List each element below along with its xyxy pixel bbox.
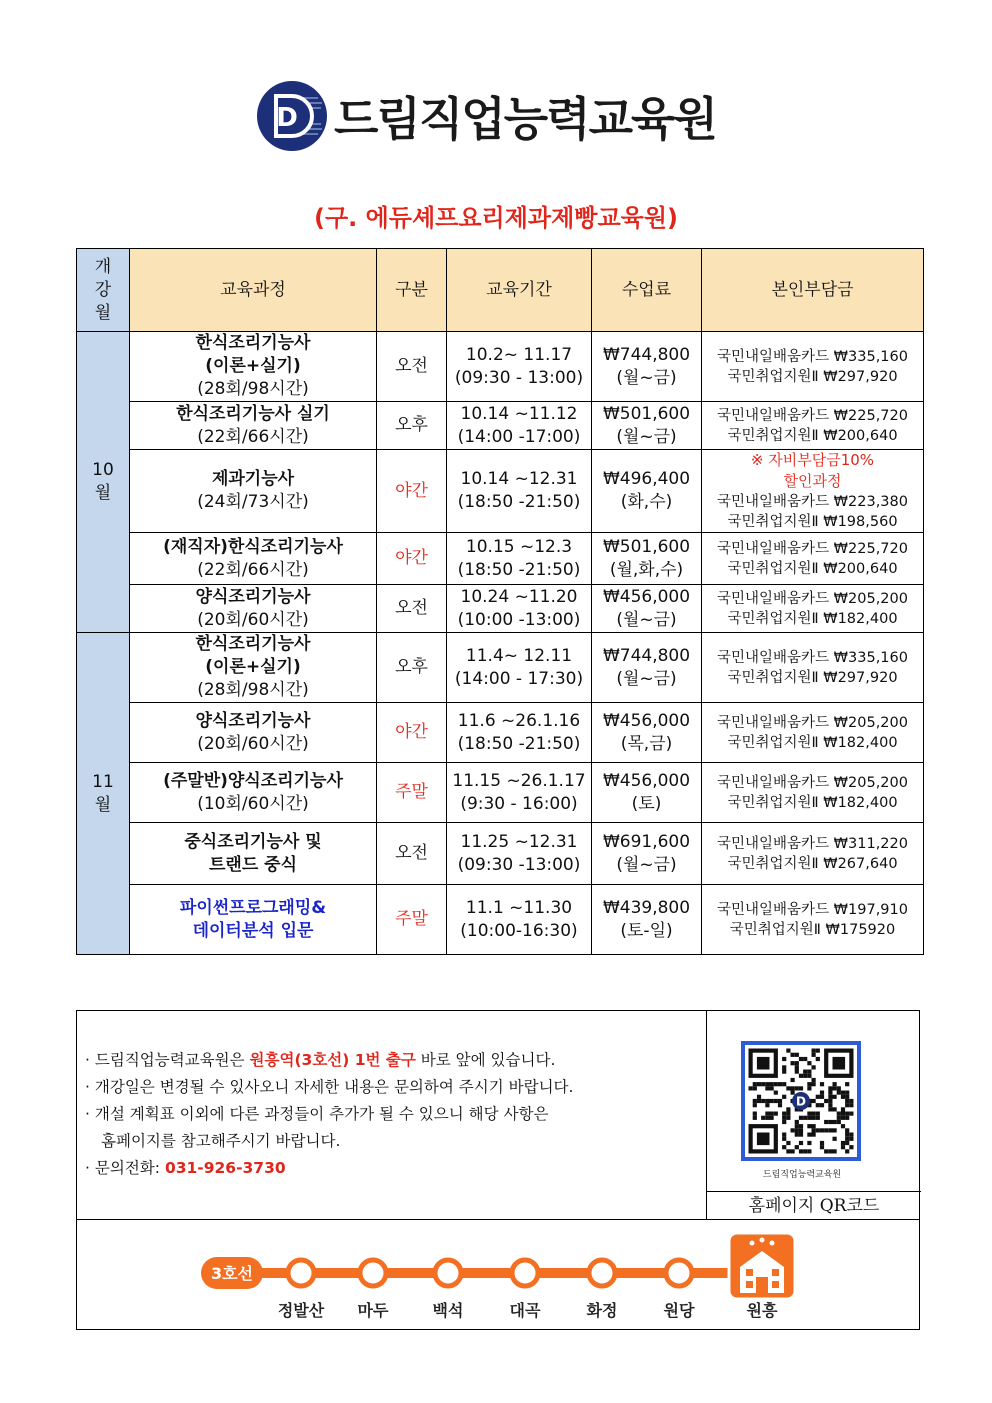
table-row <box>77 402 924 450</box>
info-box <box>76 1010 920 1330</box>
course-cell <box>130 533 377 585</box>
share-cell <box>702 823 924 885</box>
type-cell: 오후 <box>377 633 447 703</box>
table-row <box>77 533 924 585</box>
subtitle: (구. 에듀셰프요리제과제빵교육원) <box>314 204 678 232</box>
course-hours: (20회/60시간) <box>197 609 309 630</box>
table-row <box>77 763 924 823</box>
course-hours: (28회/98시간) <box>197 680 309 700</box>
svg-text:D: D <box>796 1094 806 1109</box>
month-cell: 11 월 <box>77 633 130 955</box>
logo <box>256 80 716 152</box>
course-cell <box>130 633 377 703</box>
header-month: 개 강 월 <box>77 249 130 332</box>
table-row <box>77 450 924 533</box>
course-hours: (28회/98시간) <box>197 379 309 399</box>
header-type: 구분 <box>377 249 447 332</box>
share-cell <box>702 763 924 823</box>
course-name: 양식조리기능사 <box>195 710 311 731</box>
course-hours: (22회/66시간) <box>197 559 309 580</box>
station-marker <box>360 1260 386 1286</box>
share-amounts: 국민내일배움카드 ₩335,160 국민취업지원Ⅱ ₩297,920 <box>717 348 908 385</box>
qr-label: 홈페이지 QR코드 <box>707 1191 921 1220</box>
share-cell <box>702 450 924 533</box>
station-name: 화정 <box>586 1301 618 1320</box>
type-cell: 야간 <box>377 703 447 763</box>
station-name: 마두 <box>357 1301 389 1320</box>
header-fee: 수업료 <box>592 249 702 332</box>
course-cell <box>130 885 377 955</box>
period-cell: 10.24 ~11.20 (10:00 -13:00) <box>447 585 592 633</box>
fee-cell: ₩501,600 (월~금) <box>592 402 702 450</box>
info-line-homepage: 홈페이지를 참고해주시기 바랍니다. <box>101 1132 341 1150</box>
table-row <box>77 585 924 633</box>
period-cell: 10.15 ~12.3 (18:50 -21:50) <box>447 533 592 585</box>
info-line-phone: · 문의전화: 031-926-3730 <box>85 1159 286 1177</box>
fee-cell: ₩691,600 (월~금) <box>592 823 702 885</box>
info-line-location: · 드림직업능력교육원은 원흥역(3호선) 1번 출구 바로 앞에 있습니다. <box>85 1051 556 1069</box>
type-cell: 야간 <box>377 450 447 533</box>
phone-number[interactable]: 031-926-3730 <box>164 1159 286 1177</box>
share-cell <box>702 885 924 955</box>
period-cell: 10.2~ 11.17 (09:30 - 13:00) <box>447 332 592 402</box>
course-cell <box>130 585 377 633</box>
course-cell <box>130 763 377 823</box>
course-cell <box>130 332 377 402</box>
station-marker <box>512 1260 538 1286</box>
share-cell <box>702 585 924 633</box>
type-cell: 오후 <box>377 402 447 450</box>
fee-cell: ₩744,800 (월~금) <box>592 332 702 402</box>
subway-map <box>77 1220 919 1330</box>
course-name: 한식조리기능사 (이론+실기) <box>195 333 311 376</box>
station-marker <box>666 1260 692 1286</box>
type-cell: 오전 <box>377 332 447 402</box>
period-cell: 11.15 ~26.1.17 (9:30 - 16:00) <box>447 763 592 823</box>
period-cell: 11.6 ~26.1.16 (18:50 -21:50) <box>447 703 592 763</box>
qr-box <box>706 1011 921 1219</box>
course-name: 한식조리기능사 실기 <box>176 403 330 424</box>
table-row <box>77 823 924 885</box>
course-name: 제과기능사 <box>211 469 295 489</box>
type-cell: 주말 <box>377 763 447 823</box>
course-name: 파이썬프로그래밍& 데이터분석 입문 <box>179 897 327 941</box>
header-period: 교육기간 <box>447 249 592 332</box>
course-name: 양식조리기능사 <box>195 586 311 607</box>
fee-cell: ₩439,800 (토-일) <box>592 885 702 955</box>
type-cell: 야간 <box>377 533 447 585</box>
homepage-qr-code[interactable] <box>741 1041 861 1161</box>
share-amounts: 국민내일배움카드 ₩197,910 국민취업지원Ⅱ ₩175920 <box>717 901 908 938</box>
share-amounts: 국민내일배움카드 ₩225,720 국민취업지원Ⅱ ₩200,640 <box>717 540 908 577</box>
table-row <box>77 633 924 703</box>
fee-cell: ₩501,600 (월,화,수) <box>592 533 702 585</box>
table-header-row <box>77 249 924 332</box>
table-row <box>77 703 924 763</box>
share-cell <box>702 402 924 450</box>
info-text <box>85 1047 705 1182</box>
course-hours: (20회/60시간) <box>197 733 309 754</box>
course-name: (주말반)양식조리기능사 <box>163 770 343 791</box>
station-name: 원당 <box>663 1301 695 1320</box>
fee-cell: ₩744,800 (월~금) <box>592 633 702 703</box>
header-course: 교육과정 <box>130 249 377 332</box>
fee-cell: ₩456,000 (목,금) <box>592 703 702 763</box>
course-cell <box>130 402 377 450</box>
discount-note: ※ 자비부담금10% 할인과정 <box>750 451 875 490</box>
share-amounts: 국민내일배움카드 ₩205,200 국민취업지원Ⅱ ₩182,400 <box>717 590 908 627</box>
course-hours: (22회/66시간) <box>197 426 309 447</box>
station-name: 대곡 <box>509 1301 541 1320</box>
station-marker <box>288 1260 314 1286</box>
share-cell <box>702 703 924 763</box>
period-cell: 11.25 ~12.31 (09:30 -13:00) <box>447 823 592 885</box>
share-cell <box>702 533 924 585</box>
station-marker <box>435 1260 461 1286</box>
type-cell: 오전 <box>377 823 447 885</box>
share-amounts: 국민내일배움카드 ₩225,720 국민취업지원Ⅱ ₩200,640 <box>717 407 908 444</box>
station-name-destination: 원흥 <box>746 1301 778 1320</box>
table-row <box>77 885 924 955</box>
course-name: 중식조리기능사 및 트랜드 중식 <box>184 831 322 875</box>
course-cell <box>130 703 377 763</box>
share-amounts: 국민내일배움카드 ₩311,220 국민취업지원Ⅱ ₩267,640 <box>717 835 908 872</box>
station-name: 백석 <box>432 1301 464 1320</box>
period-cell: 10.14 ~11.12 (14:00 -17:00) <box>447 402 592 450</box>
line-label: 3호선 <box>210 1264 254 1283</box>
period-cell: 10.14 ~12.31 (18:50 -21:50) <box>447 450 592 533</box>
course-name: (재직자)한식조리기능사 <box>163 536 343 557</box>
schedule-table <box>76 248 924 955</box>
type-cell: 오전 <box>377 585 447 633</box>
course-hours: (24회/73시간) <box>197 492 309 512</box>
table-row <box>77 332 924 402</box>
period-cell: 11.4~ 12.11 (14:00 - 17:30) <box>447 633 592 703</box>
info-line-schedule-change: · 개강일은 변경될 수 있사오니 자세한 내용은 문의하여 주시기 바랍니다. <box>85 1078 574 1096</box>
station-marker <box>589 1260 615 1286</box>
type-cell: 주말 <box>377 885 447 955</box>
share-amounts: 국민내일배움카드 ₩205,200 국민취업지원Ⅱ ₩182,400 <box>717 714 908 751</box>
qr-caption: 드림직업능력교육원 <box>762 1170 842 1180</box>
info-line-extra-courses: · 개설 계획표 이외에 다른 과정들이 추가가 될 수 있으니 해당 사항은 <box>85 1105 549 1123</box>
destination-building-icon <box>729 1233 795 1299</box>
logo-letter: D <box>276 103 298 133</box>
course-hours: (10회/60시간) <box>197 793 309 814</box>
share-amounts: 국민내일배움카드 ₩205,200 국민취업지원Ⅱ ₩182,400 <box>717 774 908 811</box>
course-cell <box>130 450 377 533</box>
brand-name: 드림직업능력교육원 <box>334 92 716 146</box>
share-amounts: 국민내일배움카드 ₩223,380 국민취업지원Ⅱ ₩198,560 <box>717 494 908 530</box>
fee-cell: ₩496,400 (화,수) <box>592 450 702 533</box>
share-cell <box>702 332 924 402</box>
logo-mark-icon <box>256 80 328 152</box>
fee-cell: ₩456,000 (토) <box>592 763 702 823</box>
course-cell <box>130 823 377 885</box>
station-exit-highlight: 원흥역(3호선) 1번 출구 <box>249 1051 416 1069</box>
header-share: 본인부담금 <box>702 249 924 332</box>
month-cell: 10 월 <box>77 332 130 633</box>
fee-cell: ₩456,000 (월~금) <box>592 585 702 633</box>
period-cell: 11.1 ~11.30 (10:00-16:30) <box>447 885 592 955</box>
station-name: 정발산 <box>277 1301 325 1320</box>
share-cell <box>702 633 924 703</box>
share-amounts: 국민내일배움카드 ₩335,160 국민취업지원Ⅱ ₩297,920 <box>717 649 908 686</box>
course-name: 한식조리기능사 (이론+실기) <box>195 634 311 677</box>
